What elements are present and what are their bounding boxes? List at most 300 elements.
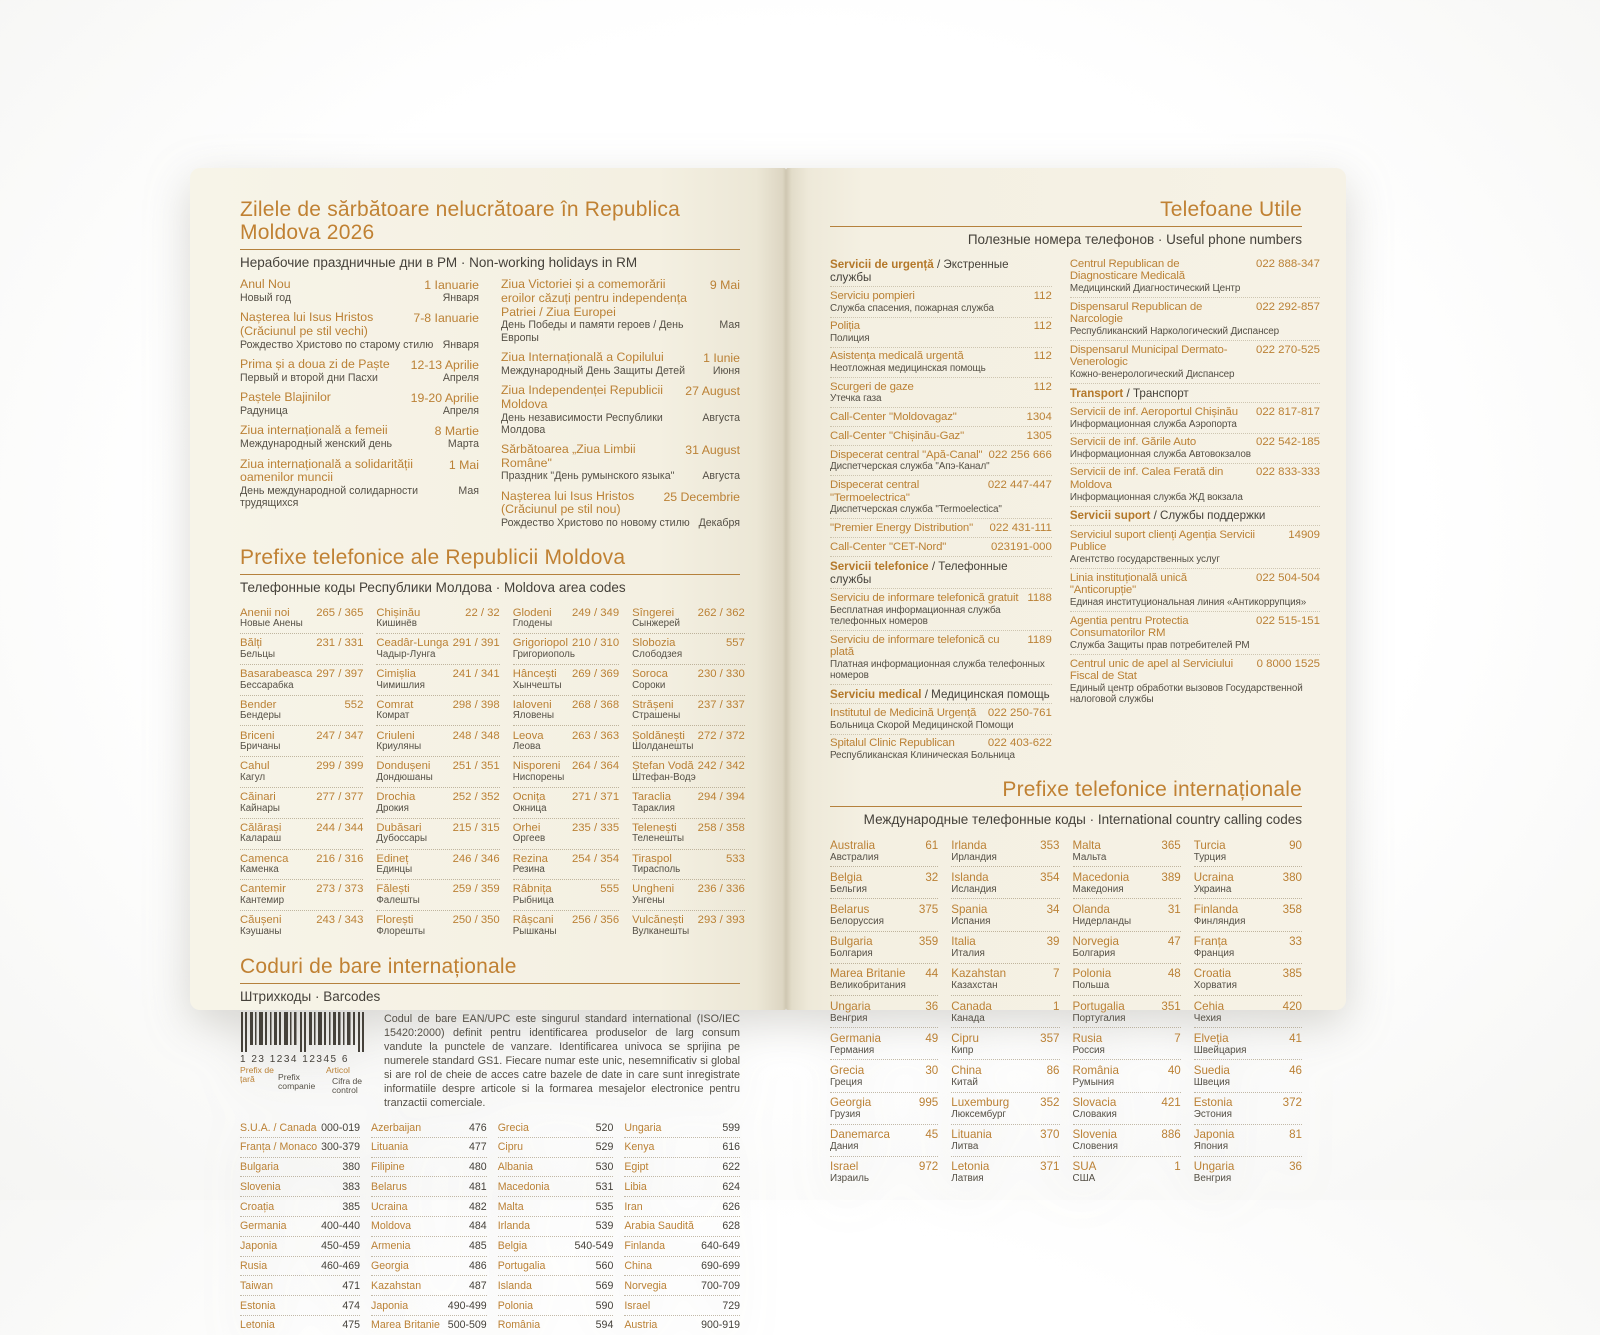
phone-item [830,347,1052,377]
country-name: Croatia [1193,967,1232,981]
phone-number: 14909 [1288,528,1320,541]
country-code-item [830,1124,938,1156]
city-name: Camenca [240,852,289,865]
holiday-date: 7-8 Ianuarie [413,311,479,326]
city-name-ru: Кишинёв [376,617,417,629]
barcode-country-item [240,1137,360,1157]
city-name: Călărași [240,821,282,834]
barcode-prefix: 640-649 [701,1240,740,1253]
country-code-item [1073,1156,1181,1188]
city-name: Ialoveni [512,698,552,711]
city-name-ru: Кантемир [240,894,285,906]
barcode-prefix: 482 [469,1200,487,1213]
service-name: Dispecerat central "Apă-Canal" [830,448,983,461]
barcode-country-item [498,1176,614,1196]
calling-code: 359 [918,935,939,949]
barcode-country-item [371,1315,487,1335]
barcode-country-item [240,1118,360,1137]
city-name-ru: Тирасполь [632,864,681,876]
area-code: 277 / 377 [316,791,364,804]
country-code-item [830,1059,938,1091]
area-code: 262 / 362 [697,606,745,619]
country-name: Cehia [1193,999,1225,1013]
barcode-country-item [624,1118,740,1137]
country-name: China [951,1063,982,1077]
phones-column-1 [830,255,1052,764]
phone-number: 022 542-185 [1256,436,1320,449]
holiday-name-ru: Международный женский день [240,438,393,451]
barcode-prefix: 529 [595,1141,614,1154]
barcode-country-item [371,1196,487,1216]
country-name-ru: Испания [951,915,991,927]
country-name: Azerbaijan [371,1121,422,1134]
barcode-prefix: 530 [595,1161,614,1174]
holiday-name: Anul Nou [240,277,291,292]
country-name-ru: Мальта [1072,851,1107,863]
service-name: Dispensarul Municipal Dermato-Venerologic [1069,343,1228,369]
country-name-ru: Нидерланды [1072,915,1132,927]
barcode-country-item [498,1137,614,1157]
country-name: Islanda [497,1279,532,1292]
country-code-item [830,963,938,995]
service-name: Centrul unic de apel al Serviciului Fiscal de Stat [1069,657,1233,683]
barcode-prefix: 560 [595,1259,614,1272]
area-code: 297 / 397 [316,668,364,681]
barcode-prefix: 900-919 [701,1319,740,1332]
city-name: Căușeni [240,914,282,927]
country-name: Suedia [1193,1063,1230,1077]
area-code-item [240,633,363,664]
country-name: Norvegia [1072,935,1119,949]
city-name-ru: Вулканешты [632,925,690,937]
calling-code: 45 [925,1128,939,1142]
barcode-prefix: 450-459 [321,1240,361,1253]
country-code-item [830,898,938,930]
calling-code: 375 [918,902,939,916]
phone-number: 022 403-622 [987,737,1052,750]
calling-code: 995 [918,1096,939,1110]
city-name-ru: Бричаны [240,741,281,753]
intl-codes-table [830,835,1302,1188]
intl-codes-column-4 [1194,835,1302,1188]
barcodes-column-1 [240,1118,360,1335]
service-name-ru: Информационная служба Аэропорта [1069,418,1237,430]
calling-code: 86 [1046,1063,1060,1077]
phone-item [1070,611,1320,654]
holiday-name: Ziua Independenței Republicii Moldova [501,383,664,411]
calling-code: 81 [1289,1128,1302,1142]
holiday-item [240,424,479,450]
country-name: Georgia [830,1096,872,1110]
barcodes-title: Coduri de bare internaționale [240,954,517,978]
holiday-name-ru: Первый и второй дни Пасхи [240,372,378,385]
service-name: Serviciu de informare telefonică cu plată [830,633,1000,659]
area-code-item [513,664,619,695]
country-code-item [1073,1027,1181,1059]
service-name: Dispensarul Republican de Narcologie [1069,300,1203,326]
phone-item [1070,255,1320,297]
country-name: Taiwan [240,1279,273,1292]
calling-code: 354 [1040,870,1060,884]
country-name: Egipt [624,1161,649,1174]
category-label-ru: / Медицинская помощь [921,687,1050,701]
country-code-item [951,1092,1059,1124]
barcode-prefix: 599 [722,1121,740,1134]
country-name: S.U.A. / Canada [240,1121,317,1134]
country-name-ru: Италия [951,948,985,960]
city-name-ru: Резина [512,864,545,876]
area-code: 235 / 335 [571,821,620,834]
country-name: Albania [497,1161,534,1174]
phone-item [830,703,1052,733]
city-name-ru: Фалешты [376,894,420,906]
holiday-item [501,351,740,377]
country-name: Slovenia [1072,1128,1117,1142]
country-code-item [1073,1059,1181,1091]
barcode-label-check-digit: Cifra de control [332,1075,363,1095]
service-name-ru: Диспетчерская служба "Termoelectica" [830,504,1002,516]
page-left [190,168,786,1332]
country-name-ru: Великобритания [830,980,906,992]
country-code-item [951,866,1059,898]
country-name: Kazahstan [371,1279,422,1292]
city-name-ru: Дубоссары [376,833,428,845]
holiday-item [240,391,479,417]
area-code-item [513,849,619,880]
holiday-name-ru: День Победы и памяти героев / День Европы [501,319,684,344]
service-name-ru: Кожно-венерологический Диспансер [1069,369,1235,381]
area-code: 230 / 330 [697,668,745,681]
country-name-ru: Казахстан [951,980,998,992]
phone-category [1070,509,1320,522]
area-code-item [240,756,363,787]
country-code-item [1194,931,1302,963]
city-name-ru: Теленешты [632,833,685,845]
phone-item [830,630,1052,684]
holiday-item [240,358,479,384]
barcode-country-item [371,1157,487,1177]
city-name: Glodeni [512,606,552,619]
barcodes-column-3 [498,1118,614,1335]
city-name: Orhei [512,821,541,834]
holiday-item [501,443,740,483]
phone-item [830,255,1052,286]
holiday-date: 9 Mai [709,278,740,293]
holiday-name: Sărbătoarea „Ziua Limbii Române" [501,441,636,470]
country-name: SUA [1072,1160,1097,1174]
phone-item [830,518,1052,537]
holidays-column-2 [501,278,740,536]
calling-code: 7 [1174,1031,1181,1045]
area-code-item [240,787,363,818]
phone-number: 022 504-504 [1256,571,1320,584]
phone-item [1070,433,1320,463]
area-code-item [632,756,745,787]
holiday-name-ru: Международный День Защиты Детей [501,364,686,377]
calling-code: 31 [1167,902,1181,916]
area-code-item [513,756,619,787]
section-rule [240,249,740,250]
city-name: Râșcani [512,914,554,927]
area-code: 256 / 356 [571,914,620,927]
country-name-ru: Бельгия [830,883,868,895]
country-name: Grecia [830,1063,865,1077]
holiday-date: 1 Mai [448,457,479,472]
city-name-ru: Хынчешты [512,679,562,691]
barcode-prefix: 481 [469,1180,487,1193]
barcode-prefix: 700-709 [701,1279,740,1292]
country-name-ru: Португалия [1072,1012,1126,1024]
barcode-country-item [240,1216,360,1236]
country-name: Letonia [240,1319,275,1332]
country-name: Australia [830,838,876,852]
intl-codes-section-header [830,778,1302,827]
country-name: Armenia [371,1240,411,1253]
barcode-prefix: 539 [595,1220,614,1233]
city-name-ru: Флорешты [376,925,426,937]
city-name: Taraclia [632,791,672,804]
country-name: Malta [497,1200,524,1213]
area-code-item [632,695,745,726]
service-name: Serviciu de informare telefonică gratuit [830,592,1019,605]
area-code-item [632,787,745,818]
country-code-item [830,931,938,963]
country-name: Slovacia [1072,1096,1117,1110]
barcode-prefix: 500-509 [447,1319,487,1332]
area-code: 552 [344,698,364,711]
area-codes-table [240,603,745,940]
country-name: Germania [240,1220,287,1233]
phone-category [1070,387,1320,400]
barcode-prefix: 485 [469,1240,487,1253]
holiday-date-ru: Августа [702,411,740,424]
country-name: Belgia [497,1240,528,1253]
calling-code: 32 [925,870,939,884]
service-name-ru: Медицинский Диагностический Центр [1069,283,1241,295]
barcode-prefix: 000-019 [321,1121,361,1134]
barcode-country-item [240,1295,360,1315]
holiday-date: 12-13 Aprilie [410,358,479,373]
calling-code: 385 [1282,967,1302,981]
calling-code: 7 [1053,967,1060,981]
barcode-country-item [240,1157,360,1177]
country-name: Bulgaria [830,935,873,949]
country-code-item [1073,995,1181,1027]
phone-number: 022 431-111 [989,521,1052,534]
country-name: România [497,1319,541,1332]
holidays-section-header [240,198,740,270]
service-name-ru: Больница Скорой Медицинской Помощи [830,719,1014,731]
country-code-item [1073,898,1181,930]
area-code-item [376,849,499,880]
category-label: Transport [1069,386,1124,400]
calling-code: 380 [1282,870,1302,884]
country-name: Kenya [624,1141,655,1154]
area-code-item [376,664,499,695]
city-name-ru: Страшены [632,710,681,722]
barcode-prefix: 690-699 [701,1259,740,1272]
country-name: Ungaria [624,1121,662,1134]
calling-code: 972 [918,1160,939,1174]
country-name-ru: Польша [1072,980,1110,992]
country-name: Cipru [497,1141,524,1154]
barcode-prefix: 628 [722,1220,740,1233]
city-name: Căinari [240,791,276,804]
country-name: Turcia [1193,838,1226,852]
intl-codes-column-2 [951,835,1059,1188]
barcode-prefix: 540-549 [574,1240,614,1253]
intl-codes-subtitle: Международные телефонные коды · International country calling codes [863,812,1302,827]
calling-code: 48 [1167,967,1181,981]
city-name-ru: Григориополь [512,648,575,660]
country-name: Bulgaria [240,1161,279,1174]
category-label: Servicii suport [1069,509,1151,523]
area-code-item [376,818,499,849]
calling-code: 358 [1282,902,1302,916]
city-name-ru: Тараклия [632,802,675,814]
city-name: Rezina [512,852,548,865]
service-name: Servicii de inf. Calea Ferată din Moldova [1069,466,1224,492]
country-code-item [1073,963,1181,995]
country-name: Lituania [951,1128,992,1142]
barcode-prefix: 486 [469,1259,487,1272]
area-code: 242 / 342 [697,760,745,773]
phone-number: 022 833-333 [1256,466,1320,479]
country-name: Kazahstan [951,967,1007,981]
holiday-date-ru: Июня [712,364,740,377]
area-codes-column-4 [632,603,745,940]
area-code: 243 / 343 [316,914,364,927]
country-name: Portugalia [1072,999,1125,1013]
barcode-country-item [371,1137,487,1157]
barcode-country-item [371,1118,487,1137]
barcode-prefix: 626 [722,1200,740,1213]
service-name: Linia instituțională unică "Anticorupție" [1069,571,1187,597]
city-name: Florești [376,914,414,927]
service-name-ru: Республиканский Наркологический Диспансер [1069,326,1280,338]
barcodes-column-2 [371,1118,487,1335]
country-code-item [830,1092,938,1124]
holiday-item [240,458,479,510]
phone-item [830,426,1052,445]
city-name: Chișinău [376,606,421,619]
holiday-name-ru: Рождество Христово по старому стилю [240,338,434,351]
holiday-name-ru: Праздник "День румынского языка" [501,470,675,483]
calling-code: 351 [1161,999,1181,1013]
city-name: Comrat [376,698,414,711]
phone-item [830,317,1052,347]
holiday-date: 8 Martie [434,424,479,439]
city-name-ru: Сороки [632,679,666,691]
service-name: Institutul de Medicină Urgență [830,707,977,720]
holiday-date-ru: Апреля [442,372,479,385]
country-name-ru: Грузия [830,1109,861,1121]
country-name-ru: Венгрия [830,1012,868,1024]
area-code-item [632,818,745,849]
barcode-country-item [624,1315,740,1335]
country-name: Belarus [371,1180,407,1193]
service-name: Agentia pentru Protectia Consumatorilor RM [1069,614,1189,640]
country-name-ru: Китай [951,1076,978,1088]
phone-item [830,377,1052,407]
area-code: 247 / 347 [316,729,364,742]
service-name: "Premier Energy Distribution" [830,521,974,534]
phone-item [1070,506,1320,525]
calling-code: 370 [1040,1128,1060,1142]
area-code: 263 / 363 [571,729,620,742]
area-code: 271 / 371 [571,791,620,804]
category-label-ru: / Экстренные службы [830,257,1009,284]
country-name: Austria [624,1319,658,1332]
calling-code: 34 [1046,902,1060,916]
area-code: 22 / 32 [465,606,500,619]
city-name-ru: Леова [512,741,541,753]
calling-code: 371 [1040,1160,1060,1174]
barcode-country-item [371,1176,487,1196]
service-name-ru: Служба спасения, пожарная служба [830,302,994,314]
area-code-item [240,849,363,880]
city-name: Cahul [240,760,270,773]
area-code-item [376,695,499,726]
section-rule [240,574,740,575]
city-name: Șoldănești [632,729,685,742]
phones-title: Telefoane Utile [1160,198,1302,221]
area-code-item [513,879,619,910]
city-name: Cimișlia [376,668,416,681]
city-name: Dondușeni [376,760,431,773]
country-code-item [951,835,1059,866]
holiday-item [501,384,740,436]
city-name: Râbnița [512,883,552,896]
area-code: 254 / 354 [571,852,620,865]
city-name-ru: Яловены [512,710,555,722]
barcode-country-item [498,1315,614,1335]
barcode-country-item [624,1295,740,1315]
barcode-prefix: 594 [595,1319,614,1332]
country-code-item [951,1156,1059,1188]
country-code-item [1194,1059,1302,1091]
area-code-item [513,633,619,664]
city-name: Soroca [632,668,668,681]
holiday-date-ru: Марта [447,438,479,451]
holiday-name: Paștele Blajinilor [240,390,331,405]
barcode-prefix: 474 [342,1299,361,1312]
barcode-country-item [624,1196,740,1216]
country-name-ru: Кипр [951,1044,974,1056]
barcode-prefix: 569 [595,1279,614,1292]
phone-number: 022 292-857 [1256,300,1320,313]
barcode-prefix: 300-379 [321,1141,361,1154]
country-name: Polonia [1072,967,1112,981]
country-code-item [1194,1124,1302,1156]
area-code: 272 / 372 [697,729,745,742]
barcode-country-item [240,1236,360,1256]
barcode-prefix: 520 [595,1121,614,1134]
service-name: Dispecerat central "Termoelectrica" [830,478,920,504]
area-code: 258 / 358 [697,821,745,834]
calling-code: 44 [925,967,939,981]
barcode-country-item [624,1275,740,1295]
area-code: 291 / 391 [452,637,500,650]
holiday-date: 27 August [685,384,740,398]
country-name: Canada [951,999,992,1013]
country-name-ru: Финляндия [1193,915,1246,927]
holiday-name-ru: День независимости Республики Молдова [501,411,663,436]
country-name: Libia [624,1180,647,1193]
holidays-subtitle: Нерабочие праздничные дни в РМ · Non-working holidays in RM [240,255,638,271]
calling-code: 36 [1289,1160,1302,1174]
country-name: Iran [624,1200,643,1213]
